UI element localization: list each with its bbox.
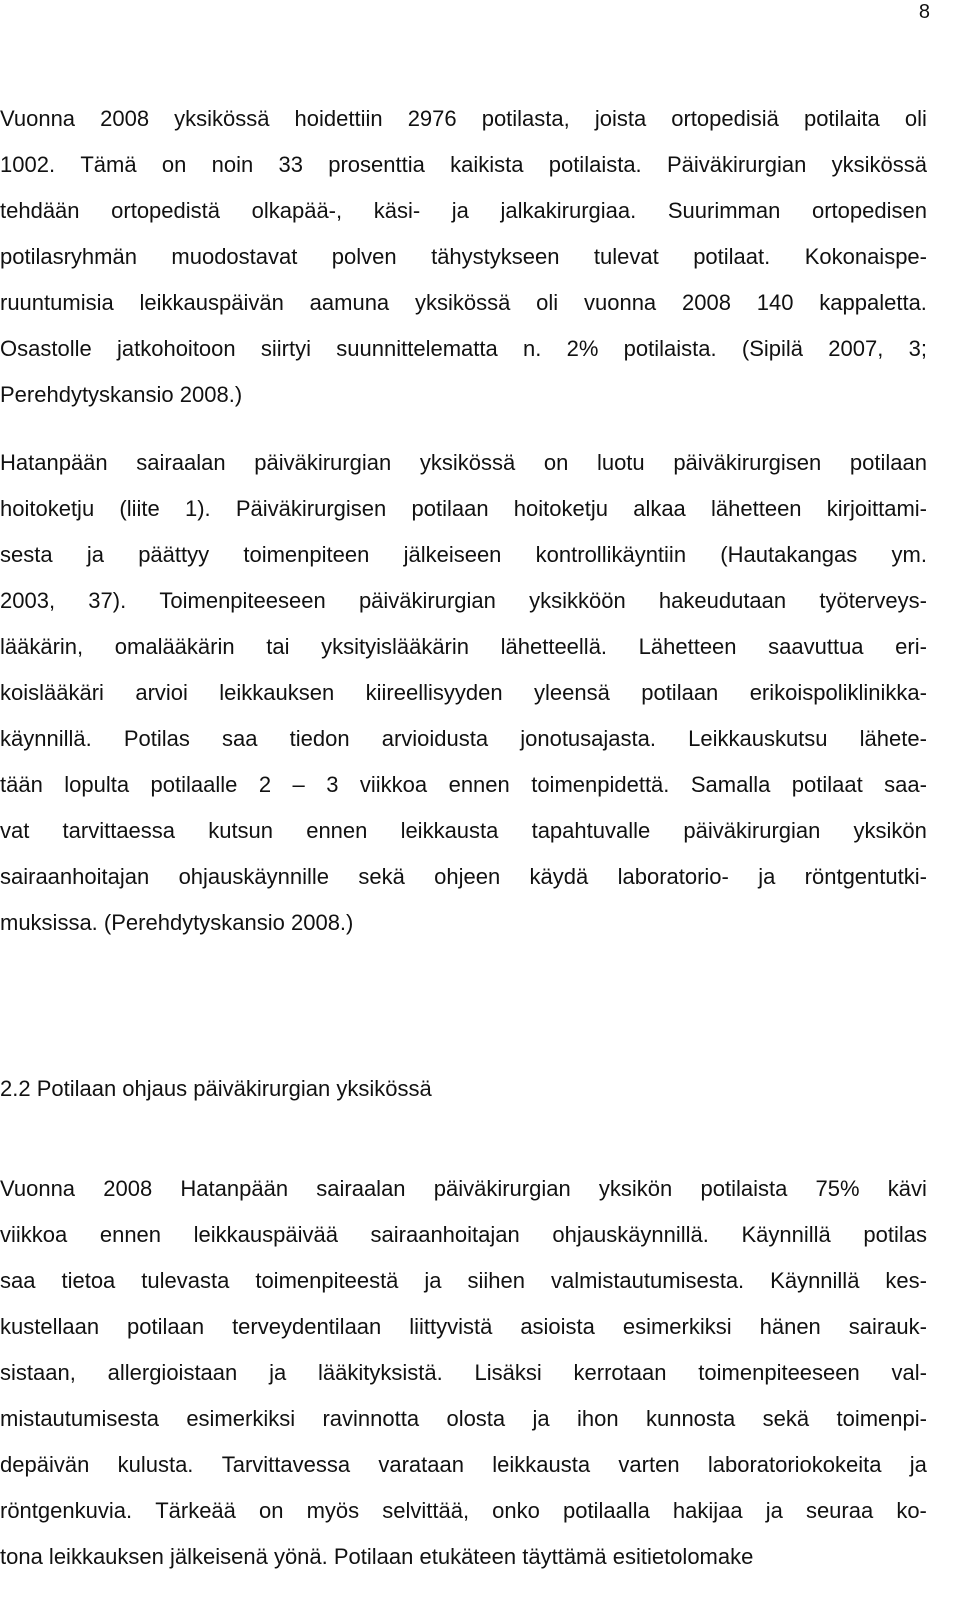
word: Hatanpään (0, 450, 108, 475)
word: Tämä (80, 152, 137, 177)
word: ortopedisiä (671, 106, 779, 131)
word: 2 (258, 772, 272, 797)
word: jatkohoitoon (116, 336, 236, 361)
word: Leikkauskutsu (688, 726, 828, 751)
word: leikkausta (400, 818, 499, 843)
word: jälkeiseen (403, 542, 502, 567)
word: yksikköön (529, 588, 626, 613)
word: onko (492, 1498, 540, 1523)
word: potilaalle (150, 772, 238, 797)
word: potilaat (791, 772, 863, 797)
word: Päiväkirurgian (666, 152, 807, 177)
word: päiväkirurgian (358, 588, 496, 613)
word: 1002. (0, 152, 56, 177)
word: kes- (885, 1268, 927, 1293)
word: 1). (184, 496, 211, 521)
word: potilaat. (693, 244, 771, 269)
word: tarvittaessa (62, 818, 176, 843)
word: sesta (0, 542, 53, 567)
word: ja (451, 198, 469, 223)
text-line (0, 854, 927, 900)
word: lähetteen (711, 496, 802, 521)
word: Osastolle (0, 336, 92, 361)
text-line (0, 1258, 927, 1304)
word: kaikista (450, 152, 524, 177)
word: hänen (759, 1314, 821, 1339)
word: ohjauskäynnille (178, 864, 329, 889)
word: toimenpiteeseen (698, 1360, 860, 1385)
word: oli (536, 290, 559, 315)
word: 2008 (103, 1176, 153, 1201)
word: 140 (756, 290, 794, 315)
word: olkapää-, (251, 198, 343, 223)
word: päiväkirurgian (683, 818, 821, 843)
word: 2007, (828, 336, 884, 361)
word: kiireellisyyden (365, 680, 503, 705)
word: toimenpidettä. (531, 772, 670, 797)
word: tulevasta (141, 1268, 230, 1293)
word: tai (266, 634, 290, 659)
word: siirtyi (260, 336, 312, 361)
word: vuonna (583, 290, 657, 315)
paragraph-gap (0, 418, 927, 440)
word: yksityislääkärin (321, 634, 470, 659)
word: Tärkeää (155, 1498, 236, 1523)
word: ortopedistä (111, 198, 220, 223)
word: ruuntumisia (0, 290, 114, 315)
word: kirjoittami- (826, 496, 927, 521)
word: myös (306, 1498, 360, 1523)
word: Lisäksi (474, 1360, 542, 1385)
word: jalkakirurgiaa. (500, 198, 637, 223)
word: potilaita (803, 106, 880, 131)
word: val- (891, 1360, 927, 1385)
word: viikkoa (359, 772, 428, 797)
word: lääkärin, (0, 634, 84, 659)
paragraph-1 (0, 96, 927, 418)
heading-gap (0, 1112, 927, 1166)
page-number: 8 (918, 1, 930, 23)
word: toimenpiteen (243, 542, 370, 567)
word: ja (765, 1498, 783, 1523)
word: 2976 (407, 106, 457, 131)
word: alkaa (633, 496, 686, 521)
word: 37). (88, 588, 127, 613)
paragraph-2 (0, 440, 927, 946)
word: aamuna (309, 290, 390, 315)
word: Samalla (690, 772, 771, 797)
word: 2008 (100, 106, 150, 131)
text-line (0, 762, 927, 808)
text-line (0, 234, 927, 280)
word: kävi (887, 1176, 927, 1201)
word: röntgenkuvia. (0, 1498, 133, 1523)
word: Vuonna (0, 1176, 76, 1201)
word: ohjauskäynnillä. (552, 1222, 709, 1247)
section-gap (0, 946, 927, 1066)
word: potilasta, (481, 106, 570, 131)
word: hoitoketju (513, 496, 608, 521)
word: kunnosta (645, 1406, 736, 1431)
word: toimenpiteestä (255, 1268, 399, 1293)
word: leikkauspäivää (193, 1222, 338, 1247)
word: Päiväkirurgisen (235, 496, 387, 521)
word: Lähetteen (638, 634, 737, 659)
text-line (0, 326, 927, 372)
word: kulusta. (117, 1452, 194, 1477)
word: työterveys- (819, 588, 927, 613)
text-line (0, 578, 927, 624)
text-line (0, 96, 927, 142)
word: muodostavat (171, 244, 298, 269)
word: ja (909, 1452, 927, 1477)
word: sairaalan (136, 450, 226, 475)
word: yleensä (533, 680, 610, 705)
word: 75% (815, 1176, 860, 1201)
word: ennen (448, 772, 510, 797)
word: sairauk- (848, 1314, 927, 1339)
word: 33 (278, 152, 303, 177)
word: (Sipilä (741, 336, 804, 361)
word: käydä (529, 864, 589, 889)
word: hoitoketju (0, 496, 95, 521)
word: hakeudutaan (658, 588, 787, 613)
word: esimerkiksi (622, 1314, 732, 1339)
word: leikkauksen (219, 680, 335, 705)
text-line (0, 486, 927, 532)
word: on (259, 1498, 284, 1523)
word: Toimenpiteeseen (159, 588, 326, 613)
section-heading: 2.2 Potilaan ohjaus päiväkirurgian yksikössä (0, 1076, 432, 1101)
word: varataan (378, 1452, 464, 1477)
word: saa (222, 726, 258, 751)
word: leikkauspäivän (139, 290, 284, 315)
text-line (0, 808, 927, 854)
word: ohjeen (434, 864, 501, 889)
word: on (161, 152, 187, 177)
word: erikoispoliklinikka- (749, 680, 927, 705)
word: arvioidusta (381, 726, 489, 751)
word: viikkoa (0, 1222, 68, 1247)
word: 2003, (0, 588, 56, 613)
word: tiedon (289, 726, 350, 751)
text-line (0, 1212, 927, 1258)
text-line (0, 670, 927, 716)
word: tään (0, 772, 43, 797)
word: tähystykseen (431, 244, 560, 269)
word: potilaista. (548, 152, 642, 177)
word: potilas (863, 1222, 927, 1247)
word: vat (0, 818, 30, 843)
word: siihen (467, 1268, 525, 1293)
document-body (0, 96, 927, 1580)
word: tulevat (593, 244, 659, 269)
word: ravinnotta (322, 1406, 420, 1431)
word: valmistautumisesta. (550, 1268, 745, 1293)
word: (Hautakangas (720, 542, 858, 567)
word: arvioi (135, 680, 188, 705)
text-line (0, 1396, 927, 1442)
word: yksikössä (831, 152, 927, 177)
word: ortopedisen (811, 198, 927, 223)
word: kerrotaan (573, 1360, 667, 1385)
word: potilaalla (562, 1498, 650, 1523)
word: Käynnillä (741, 1222, 831, 1247)
word: sairaanhoitajan (370, 1222, 520, 1247)
word: joista (594, 106, 647, 131)
word: laboratorio- (617, 864, 729, 889)
word: luotu (596, 450, 645, 475)
word: hoidettiin (294, 106, 383, 131)
text-line (0, 624, 927, 670)
word: kustellaan (0, 1314, 100, 1339)
word: 2% (566, 336, 599, 361)
word: päiväkirurgian (433, 1176, 571, 1201)
word: terveydentilaan (232, 1314, 382, 1339)
word: prosenttia (328, 152, 425, 177)
word: mistautumisesta (0, 1406, 159, 1431)
word: eri- (895, 634, 927, 659)
text-line (0, 532, 927, 578)
word: Vuonna (0, 106, 76, 131)
word: 3 (326, 772, 339, 797)
text-line (0, 1304, 927, 1350)
text-line: Perehdytyskansio 2008.) (0, 382, 243, 407)
word: liittyvistä (409, 1314, 493, 1339)
word: kontrollikäyntiin (535, 542, 687, 567)
word: potilasryhmän (0, 244, 137, 269)
text-line (0, 1166, 927, 1212)
word: sekä (762, 1406, 810, 1431)
word: polven (331, 244, 397, 269)
word: (liite (119, 496, 160, 521)
word: ko- (896, 1498, 927, 1523)
word: 3; (908, 336, 927, 361)
word: allergioistaan (107, 1360, 238, 1385)
word: noin (211, 152, 254, 177)
word: yksikössä (174, 106, 270, 131)
word: ennen (306, 818, 368, 843)
text-line (0, 1488, 927, 1534)
word: saavuttua (768, 634, 864, 659)
word: Kokonaispe- (804, 244, 927, 269)
word: saa- (884, 772, 927, 797)
word: lähetteellä. (500, 634, 608, 659)
word: 2008 (681, 290, 731, 315)
word: suunnittelematta (336, 336, 498, 361)
word: tietoa (61, 1268, 116, 1293)
word: ja (269, 1360, 287, 1385)
word: sistaan, (0, 1360, 76, 1385)
text-line: tona leikkauksen jälkeisenä yönä. Potilaan etukäteen täyttämä esitietolomake (0, 1544, 754, 1569)
word: ym. (891, 542, 927, 567)
text-line: muksissa. (Perehdytyskansio 2008.) (0, 910, 354, 935)
word: yksikön (598, 1176, 673, 1201)
word: käynnillä. (0, 726, 92, 751)
word: lähete- (859, 726, 927, 751)
word: lopulta (64, 772, 130, 797)
word: päiväkirurgian (254, 450, 392, 475)
word: ja (86, 542, 104, 567)
word: seuraa (805, 1498, 874, 1523)
word: Tarvittavessa (221, 1452, 351, 1477)
word: olosta (446, 1406, 506, 1431)
word: potilaan (127, 1314, 205, 1339)
word: toimenpi- (836, 1406, 927, 1431)
word: asioista (520, 1314, 595, 1339)
word: lääkityksistä. (317, 1360, 443, 1385)
text-line (0, 1442, 927, 1488)
word: jonotusajasta. (520, 726, 656, 751)
word: sekä (358, 864, 405, 889)
word: ja (424, 1268, 442, 1293)
word: päättyy (138, 542, 210, 567)
word: kappaletta. (819, 290, 927, 315)
word: potilaan (641, 680, 719, 705)
word: saa (0, 1268, 36, 1293)
word: n. (522, 336, 542, 361)
word: sairaanhoitajan (0, 864, 150, 889)
word: käsi- (373, 198, 421, 223)
word: kutsun (208, 818, 274, 843)
word: esimerkiksi (186, 1406, 296, 1431)
word: leikkausta (492, 1452, 591, 1477)
word: Käynnillä (770, 1268, 860, 1293)
word: Potilas (123, 726, 190, 751)
word: potilaista (700, 1176, 788, 1201)
word: ja (758, 864, 776, 889)
word: oli (904, 106, 927, 131)
word: laboratoriokokeita (707, 1452, 882, 1477)
text-line (0, 440, 927, 486)
word: yksikön (853, 818, 927, 843)
word: koislääkäri (0, 680, 104, 705)
word: potilaan (849, 450, 927, 475)
word: sairaalan (316, 1176, 406, 1201)
text-line (0, 716, 927, 762)
word: Hatanpään (180, 1176, 289, 1201)
word: – (292, 772, 305, 797)
word: on (543, 450, 569, 475)
word: selvittää, (382, 1498, 470, 1523)
word: tehdään (0, 198, 80, 223)
word: omalääkärin (114, 634, 235, 659)
text-line (0, 142, 927, 188)
word: päiväkirurgisen (673, 450, 822, 475)
word: varten (618, 1452, 680, 1477)
word: Suurimman (667, 198, 781, 223)
text-line (0, 1350, 927, 1396)
word: tapahtuvalle (531, 818, 651, 843)
word: röntgentutki- (804, 864, 927, 889)
word: potilaista. (623, 336, 717, 361)
word: hakijaa (672, 1498, 743, 1523)
word: depäivän (0, 1452, 90, 1477)
text-line (0, 188, 927, 234)
word: yksikössä (419, 450, 516, 475)
word: ja (532, 1406, 550, 1431)
paragraph-3 (0, 1166, 927, 1580)
text-line (0, 280, 927, 326)
word: potilaan (411, 496, 489, 521)
word: yksikössä (414, 290, 511, 315)
word: ihon (577, 1406, 619, 1431)
word: ennen (99, 1222, 162, 1247)
